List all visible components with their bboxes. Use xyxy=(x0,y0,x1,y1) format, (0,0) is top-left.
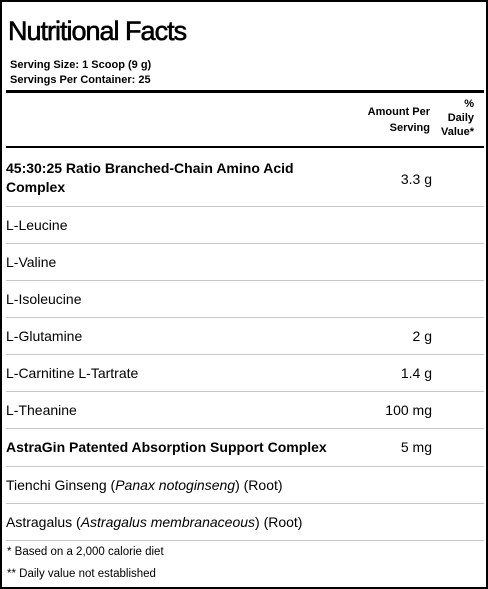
nutrient-amount: 100 mg xyxy=(385,402,432,418)
nutrient-name: L-Valine xyxy=(6,254,57,270)
nutrient-row-carnitine xyxy=(6,355,484,392)
nutrient-amount: 1.4 g xyxy=(400,365,432,381)
nutrient-amount: 2 g xyxy=(412,328,432,344)
servings-per-container: Servings Per Container: 25 xyxy=(10,74,151,86)
nutrient-name: L-Glutamine xyxy=(6,328,83,344)
nutrient-name xyxy=(6,513,302,532)
nutrient-amount: 5 mg xyxy=(400,439,432,455)
panel-title: Nutritional Facts xyxy=(8,16,187,46)
nutrient-name: L-Carnitine L-Tartrate xyxy=(6,365,139,381)
nutrient-row-theanine xyxy=(6,392,484,429)
dv-header-line1: % xyxy=(464,98,474,110)
nutrient-row-astragin xyxy=(6,429,484,467)
nutrient-name-prefix: Astragalus ( xyxy=(6,514,81,530)
nutrient-row-glutamine xyxy=(6,318,484,355)
nutrient-row-tienchi-ginseng xyxy=(6,467,484,504)
thick-divider xyxy=(6,90,484,93)
nutrient-name: AstraGin Patented Absorption Support Complex xyxy=(6,439,327,455)
nutrient-name-suffix: ) (Root) xyxy=(255,514,303,530)
nutrient-amount: 3.3 g xyxy=(400,171,432,187)
dv-header-line2: Daily xyxy=(447,112,474,124)
nutrient-latin-name: Astragalus membranaceous xyxy=(80,514,256,530)
nutrient-name-prefix: Tienchi Ginseng ( xyxy=(6,477,116,493)
nutrient-row-valine xyxy=(6,244,484,281)
nutrient-name: L-Isoleucine xyxy=(6,291,82,307)
footnote-daily-value: ** Daily value not established xyxy=(7,568,156,580)
nutrient-name: 45:30:25 Ratio Branched-Chain Amino Acid Complex xyxy=(6,160,294,195)
nutrient-name xyxy=(6,476,283,495)
nutrient-row-isoleucine xyxy=(6,281,484,318)
daily-value-header xyxy=(434,97,474,139)
header-divider xyxy=(6,146,484,148)
amount-header-line1: Amount Per xyxy=(367,106,430,118)
nutrient-name: L-Theanine xyxy=(6,402,77,418)
amount-header-line2: Serving xyxy=(389,122,430,134)
nutrient-row-bcaa-complex xyxy=(6,149,484,207)
nutrient-latin-name: Panax notoginseng xyxy=(115,477,236,493)
dv-header-line3: Value* xyxy=(440,126,474,138)
nutrient-name-suffix: ) (Root) xyxy=(235,477,283,493)
nutrient-row-astragalus xyxy=(6,504,484,541)
serving-size: Serving Size: 1 Scoop (9 g) xyxy=(10,59,152,71)
nutrient-name: L-Leucine xyxy=(6,217,68,233)
nutrient-row-leucine xyxy=(6,207,484,244)
footnote-calorie-diet: * Based on a 2,000 calorie diet xyxy=(7,546,164,558)
amount-per-serving-header xyxy=(340,104,430,136)
